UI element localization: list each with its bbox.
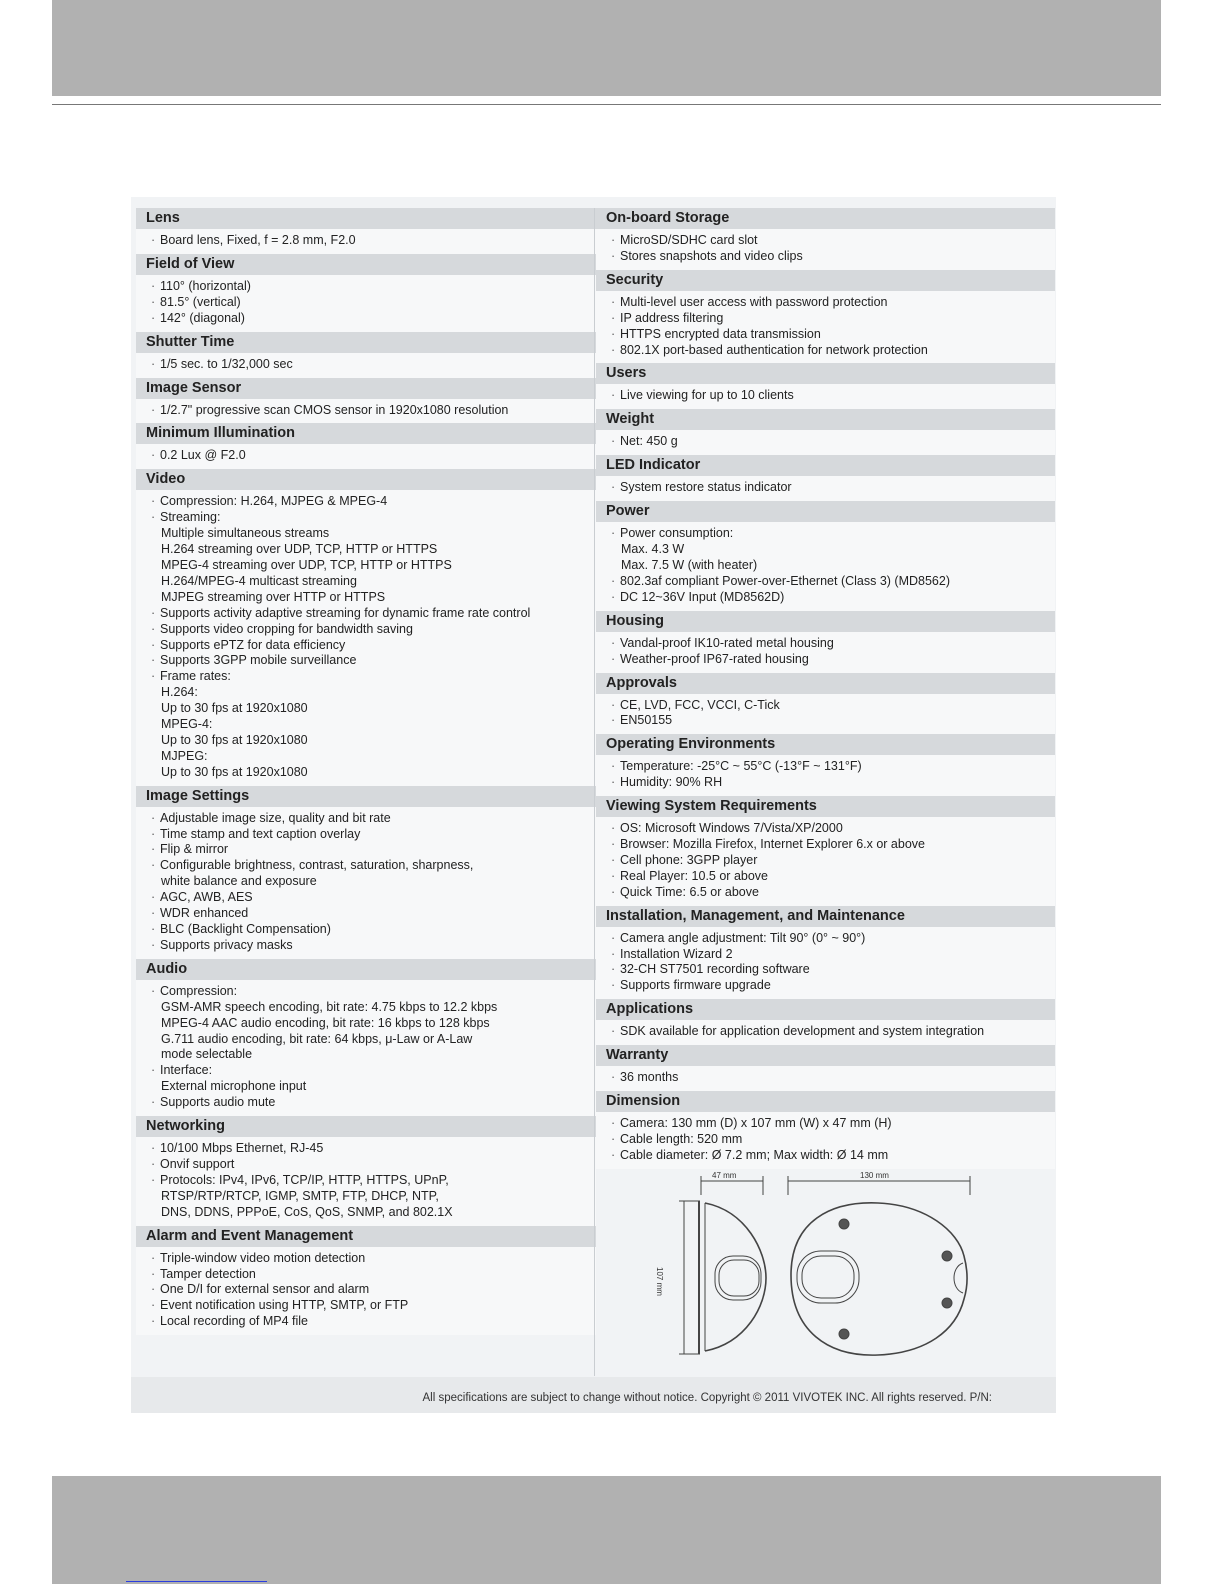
footer-link[interactable]	[126, 1565, 267, 1582]
spec-subline: Up to 30 fps at 1920x1080	[161, 764, 308, 779]
section-body	[596, 694, 1055, 735]
spec-bullet: · Weather-proof IP67-rated housing	[596, 652, 1055, 668]
spec-subline: G.711 audio encoding, bit rate: 64 kbps, μ-Law or A-Law	[161, 1031, 473, 1046]
spec-bullet: · Multi-level user access with password protection	[596, 295, 1055, 311]
section-body	[136, 1247, 596, 1336]
section-title: Housing	[596, 611, 1055, 632]
spec-bullet: · 802.1X port-based authentication for network protection	[596, 343, 1055, 359]
section-title: Viewing System Requirements	[596, 796, 1055, 817]
spec-subline: Up to 30 fps at 1920x1080	[161, 732, 308, 747]
copyright-footer: All specifications are subject to change without notice. Copyright © 2011 VIVOTEK INC. All rights reserved. P/N:	[422, 1392, 992, 1404]
spec-bullet: · 81.5° (vertical)	[136, 295, 596, 311]
spec-subline: H.264 streaming over UDP, TCP, HTTP or HTTPS	[161, 542, 438, 557]
section-body	[136, 980, 596, 1116]
spec-bullet: · Live viewing for up to 10 clients	[596, 388, 1055, 404]
spec-bullet: · 10/100 Mbps Ethernet, RJ-45	[136, 1141, 596, 1157]
spec-section-led-indicator	[596, 455, 1055, 501]
spec-bullet: · BLC (Backlight Compensation)	[136, 922, 596, 938]
spec-bullet: · Board lens, Fixed, f = 2.8 mm, F2.0	[136, 233, 596, 249]
section-title: Field of View	[136, 254, 596, 275]
spec-section-shutter-time	[136, 332, 596, 378]
spec-bullet: · MicroSD/SDHC card slot	[596, 233, 1055, 249]
spec-section-video	[136, 469, 596, 785]
spec-section-dimension	[596, 1091, 1055, 1169]
section-body	[596, 1020, 1055, 1045]
section-body	[596, 430, 1055, 455]
spec-bullet: · CE, LVD, FCC, VCCI, C-Tick	[596, 698, 1055, 714]
spec-bullet: · System restore status indicator	[596, 480, 1055, 496]
spec-subline: MPEG-4 streaming over UDP, TCP, HTTP or HTTPS	[161, 557, 452, 572]
spec-bullet: · Browser: Mozilla Firefox, Internet Explorer 6.x or above	[596, 837, 1055, 853]
spec-bullet: · Humidity: 90% RH	[596, 775, 1055, 791]
section-title: Networking	[136, 1116, 596, 1137]
section-title: Image Settings	[136, 786, 596, 807]
spec-subline: MJPEG streaming over HTTP or HTTPS	[161, 589, 386, 604]
spec-bullet: · 1/2.7" progressive scan CMOS sensor in 1920x1080 resolution	[136, 403, 596, 419]
spec-subline: External microphone input	[161, 1079, 307, 1094]
spec-section-housing	[596, 611, 1055, 673]
spec-section-weight	[596, 409, 1055, 455]
section-title: Shutter Time	[136, 332, 596, 353]
section-body	[136, 1137, 596, 1226]
spec-section-viewing-system-requirements	[596, 796, 1055, 906]
spec-bullet: · Supports privacy masks	[136, 938, 596, 954]
spec-section-installation-management-and-maintenance	[596, 906, 1055, 1000]
section-title: Users	[596, 363, 1055, 384]
section-title: Power	[596, 501, 1055, 522]
section-title: Image Sensor	[136, 378, 596, 399]
spec-section-field-of-view	[136, 254, 596, 332]
section-body	[136, 399, 596, 424]
spec-subline: GSM-AMR speech encoding, bit rate: 4.75 kbps to 12.2 kbps	[161, 999, 498, 1014]
spec-subline: white balance and exposure	[161, 874, 317, 889]
spec-bullet: · Vandal-proof IK10-rated metal housing	[596, 636, 1055, 652]
height-dimension-label: 107 mm	[655, 1266, 664, 1296]
section-title: Minimum Illumination	[136, 423, 596, 444]
section-body	[596, 632, 1055, 673]
section-title: Warranty	[596, 1045, 1055, 1066]
section-body	[136, 275, 596, 332]
spec-subline: Max. 4.3 W	[621, 542, 685, 557]
spec-bullet: · Local recording of MP4 file	[136, 1314, 596, 1330]
spec-section-image-sensor	[136, 378, 596, 424]
spec-bullet: · Supports audio mute	[136, 1095, 596, 1111]
spec-bullet: · Event notification using HTTP, SMTP, or FTP	[136, 1298, 596, 1314]
spec-bullet: · Frame rates:	[136, 669, 596, 685]
spec-subline: mode selectable	[161, 1047, 253, 1062]
spec-section-audio	[136, 959, 596, 1116]
spec-bullet: · Camera: 130 mm (D) x 107 mm (W) x 47 mm (H)	[596, 1116, 1055, 1132]
spec-bullet: · WDR enhanced	[136, 906, 596, 922]
section-title: Installation, Management, and Maintenance	[596, 906, 1055, 927]
depth-dimension-label: 130 mm	[860, 1170, 889, 1180]
spec-section-users	[596, 363, 1055, 409]
spec-section-applications	[596, 999, 1055, 1045]
spec-bullet: · Adjustable image size, quality and bit rate	[136, 811, 596, 827]
spec-bullet: · Quick Time: 6.5 or above	[596, 885, 1055, 901]
spec-section-security	[596, 270, 1055, 364]
spec-section-power	[596, 501, 1055, 611]
section-title: Video	[136, 469, 596, 490]
spec-bullet: · Onvif support	[136, 1157, 596, 1173]
section-title: Weight	[596, 409, 1055, 430]
spec-bullet: · Supports firmware upgrade	[596, 978, 1055, 994]
column-divider	[594, 208, 595, 1376]
section-title: Security	[596, 270, 1055, 291]
spec-bullet: · Flip & mirror	[136, 842, 596, 858]
spec-bullet: · Compression:	[136, 984, 596, 1000]
section-body	[596, 229, 1055, 270]
spec-column-left	[136, 208, 596, 1335]
spec-column-right	[596, 208, 1055, 1361]
spec-bullet: · 32-CH ST7501 recording software	[596, 962, 1055, 978]
spec-section-alarm-and-event-management	[136, 1226, 596, 1336]
header-rule	[52, 104, 1161, 105]
section-body	[596, 384, 1055, 409]
section-title: Applications	[596, 999, 1055, 1020]
spec-subline: Multiple simultaneous streams	[161, 526, 330, 541]
spec-section-operating-environments	[596, 734, 1055, 796]
section-body	[136, 490, 596, 785]
spec-bullet: · 1/5 sec. to 1/32,000 sec	[136, 357, 596, 373]
spec-subline: MPEG-4 AAC audio encoding, bit rate: 16 kbps to 128 kbps	[161, 1015, 490, 1030]
spec-bullet: · Tamper detection	[136, 1267, 596, 1283]
spec-bullet: · 110° (horizontal)	[136, 279, 596, 295]
spec-section-minimum-illumination	[136, 423, 596, 469]
spec-bullet: · Time stamp and text caption overlay	[136, 827, 596, 843]
spec-bullet: · IP address filtering	[596, 311, 1055, 327]
header-band	[52, 0, 1161, 96]
spec-section-networking	[136, 1116, 596, 1226]
spec-bullet: · 0.2 Lux @ F2.0	[136, 448, 596, 464]
spec-section-on-board-storage	[596, 208, 1055, 270]
spec-bullet: · Installation Wizard 2	[596, 947, 1055, 963]
spec-bullet: · Cable diameter: Ø 7.2 mm; Max width: Ø 14 mm	[596, 1148, 1055, 1164]
spec-bullet: · Compression: H.264, MJPEG & MPEG-4	[136, 494, 596, 510]
spec-bullet: · Supports activity adaptive streaming for dynamic frame rate control	[136, 606, 596, 622]
spec-bullet: · 36 months	[596, 1070, 1055, 1086]
section-body	[596, 522, 1055, 611]
spec-bullet: · Net: 450 g	[596, 434, 1055, 450]
section-title: LED Indicator	[596, 455, 1055, 476]
section-title: Audio	[136, 959, 596, 980]
spec-bullet: · Cable length: 520 mm	[596, 1132, 1055, 1148]
spec-bullet: · Supports 3GPP mobile surveillance	[136, 653, 596, 669]
section-body	[596, 291, 1055, 364]
section-body	[136, 353, 596, 378]
width-dimension-label: 47 mm	[712, 1170, 737, 1180]
spec-bullet: · Streaming:	[136, 510, 596, 526]
spec-subline: RTSP/RTP/RTCP, IGMP, SMTP, FTP, DHCP, NTP,	[161, 1188, 439, 1203]
spec-section-lens	[136, 208, 596, 254]
section-title: Alarm and Event Management	[136, 1226, 596, 1247]
spec-bullet: · Configurable brightness, contrast, saturation, sharpness,	[136, 858, 596, 874]
spec-bullet: · EN50155	[596, 713, 1055, 729]
spec-bullet: · Supports video cropping for bandwidth saving	[136, 622, 596, 638]
section-body	[596, 1112, 1055, 1169]
spec-bullet: · AGC, AWB, AES	[136, 890, 596, 906]
spec-bullet: · DC 12~36V Input (MD8562D)	[596, 590, 1055, 606]
spec-bullet: · OS: Microsoft Windows 7/Vista/XP/2000	[596, 821, 1055, 837]
spec-subline: H.264:	[161, 685, 198, 700]
spec-bullet: · 802.3af compliant Power-over-Ethernet (Class 3) (MD8562)	[596, 574, 1055, 590]
spec-bullet: · Cell phone: 3GPP player	[596, 853, 1055, 869]
spec-section-image-settings	[136, 786, 596, 959]
section-body	[596, 755, 1055, 796]
dimension-diagram	[596, 1171, 1055, 1361]
spec-subline: H.264/MPEG-4 multicast streaming	[161, 573, 357, 588]
spec-subline: DNS, DDNS, PPPoE, CoS, QoS, SNMP, and 802.1X	[161, 1204, 453, 1219]
section-body	[136, 229, 596, 254]
spec-bullet: · Protocols: IPv4, IPv6, TCP/IP, HTTP, HTTPS, UPnP,	[136, 1173, 596, 1189]
spec-bullet: · Power consumption:	[596, 526, 1055, 542]
right-sections	[596, 208, 1055, 1169]
spec-bullet: · One D/I for external sensor and alarm	[136, 1282, 596, 1298]
camera-drawing	[596, 1171, 1055, 1361]
spec-subline: Max. 7.5 W (with heater)	[621, 557, 758, 572]
section-title: On-board Storage	[596, 208, 1055, 229]
section-body	[136, 807, 596, 959]
spec-bullet: · Triple-window video motion detection	[136, 1251, 596, 1267]
section-title: Approvals	[596, 673, 1055, 694]
spec-subline: Up to 30 fps at 1920x1080	[161, 701, 308, 716]
section-title: Operating Environments	[596, 734, 1055, 755]
section-title: Lens	[136, 208, 596, 229]
spec-sheet	[131, 197, 1056, 1413]
spec-subline: MPEG-4:	[161, 717, 213, 732]
spec-bullet: · Temperature: -25°C ~ 55°C (-13°F ~ 131°F)	[596, 759, 1055, 775]
section-title: Dimension	[596, 1091, 1055, 1112]
section-body	[596, 817, 1055, 906]
spec-bullet: · 142° (diagonal)	[136, 311, 596, 327]
section-body	[596, 927, 1055, 1000]
spec-bullet: · Stores snapshots and video clips	[596, 249, 1055, 265]
section-body	[136, 444, 596, 469]
spec-bullet: · SDK available for application development and system integration	[596, 1024, 1055, 1040]
spec-section-warranty	[596, 1045, 1055, 1091]
spec-subline: MJPEG:	[161, 748, 208, 763]
section-body	[596, 1066, 1055, 1091]
section-body	[596, 476, 1055, 501]
spec-bullet: · Interface:	[136, 1063, 596, 1079]
spec-bullet: · Camera angle adjustment: Tilt 90° (0° ~ 90°)	[596, 931, 1055, 947]
spec-bullet: · Real Player: 10.5 or above	[596, 869, 1055, 885]
spec-section-approvals	[596, 673, 1055, 735]
spec-bullet: · HTTPS encrypted data transmission	[596, 327, 1055, 343]
spec-bullet: · Supports ePTZ for data efficiency	[136, 638, 596, 654]
